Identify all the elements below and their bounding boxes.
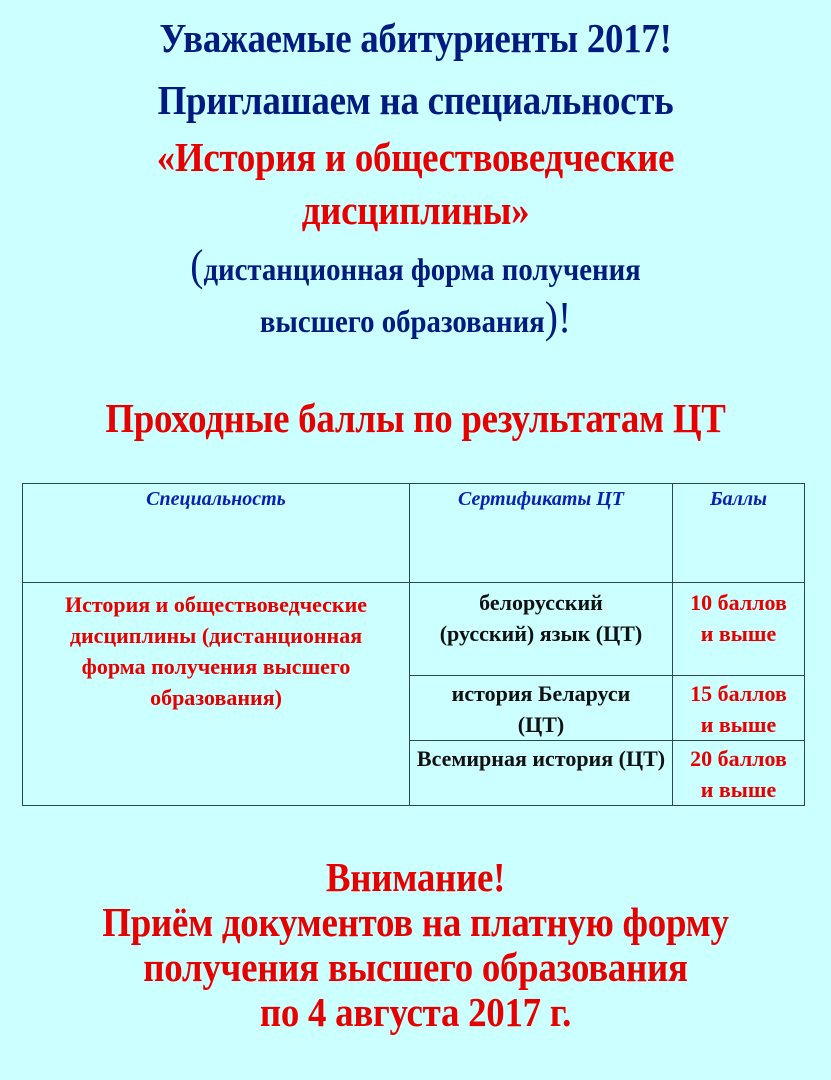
specialty-name-line1: «История и обществоведческие <box>156 134 675 180</box>
passing-scores-table <box>22 483 805 806</box>
notice-line2: получения высшего образования <box>143 944 688 990</box>
invite-line: Приглашаем на специальность <box>157 77 674 123</box>
column-header-certificates: Сертификаты ЦТ <box>410 484 673 583</box>
column-header-scores: Баллы <box>673 484 805 583</box>
specialty-cell: История и обществоведческие дисциплины (дистанционная форма получения высшего образования) <box>23 583 410 806</box>
score-cell: 15 баллов и выше <box>673 676 805 741</box>
certificate-cell: история Беларуси (ЦТ) <box>410 676 673 741</box>
score-cell: 20 баллов и выше <box>673 741 805 806</box>
certificate-cell: белорусский (русский) язык (ЦТ) <box>410 583 673 676</box>
paren-close: )! <box>544 293 572 342</box>
notice-deadline: по 4 августа 2017 г. <box>259 989 572 1035</box>
certificate-cell: Всемирная история (ЦТ) <box>410 741 673 806</box>
study-form-line2: высшего образования)! <box>259 293 572 342</box>
score-cell: 10 баллов и выше <box>673 583 805 676</box>
paren-open: ( <box>190 241 204 290</box>
study-form-line1: (дистанционная форма получения <box>190 241 641 290</box>
greeting-line: Уважаемые абитуриенты 2017! <box>159 15 672 61</box>
notice-title: Внимание! <box>325 854 506 900</box>
column-header-specialty: Специальность <box>23 484 410 583</box>
table-row <box>23 583 805 676</box>
notice-line1: Приём документов на платную форму <box>102 899 729 945</box>
table-header-row <box>23 484 805 583</box>
specialty-name-line2: дисциплины» <box>301 187 530 233</box>
section-title: Проходные баллы по результатам ЦТ <box>105 395 726 441</box>
